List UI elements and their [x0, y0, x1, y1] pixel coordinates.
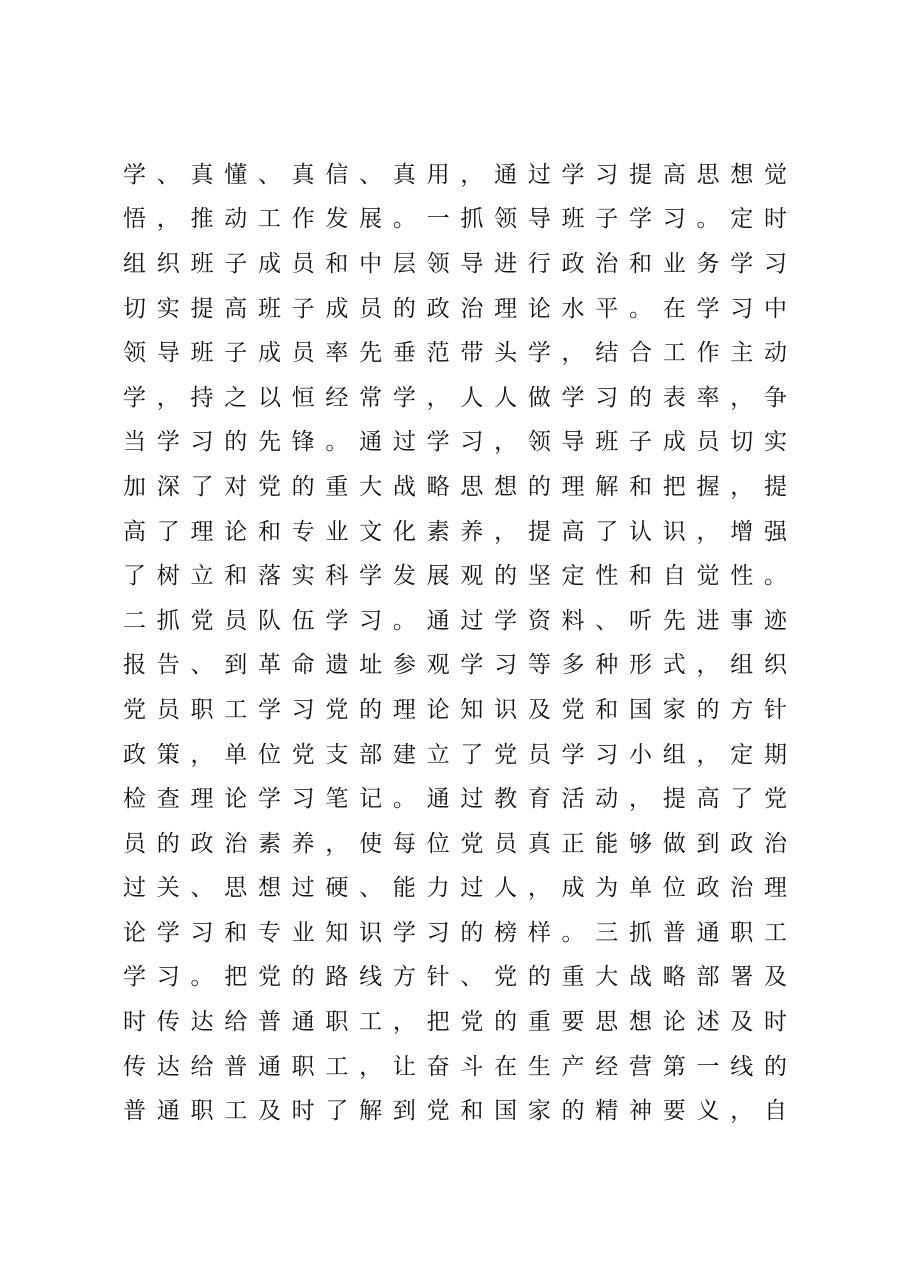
text-line: 组 织 班 子 成 员 和 中 层 领 导 进 行 政 治 和 业 务 学 习 — [123, 250, 787, 277]
text-line: 过 关 、 思 想 过 硬 、 能 力 过 人 ， 成 为 单 位 政 治 理 — [123, 875, 787, 902]
text-line: 传 达 给 普 通 职 工 ， 让 奋 斗 在 生 产 经 营 第 一 线 的 — [123, 1053, 787, 1080]
text-line: 学 ， 持 之 以 恒 经 常 学 ， 人 人 做 学 习 的 表 率 ， 争 — [123, 384, 787, 411]
text-line: 报 告 、 到 革 命 遗 址 参 观 学 习 等 多 种 形 式 ， 组 织 — [123, 652, 787, 679]
text-line: 政 策 ， 单 位 党 支 部 建 立 了 党 员 学 习 小 组 ， 定 期 — [123, 741, 787, 768]
text-line: 了 树 立 和 落 实 科 学 发 展 观 的 坚 定 性 和 自 觉 性 。 — [123, 563, 787, 590]
text-line: 高 了 理 论 和 专 业 文 化 素 养 ， 提 高 了 认 识 ， 增 强 — [123, 518, 787, 545]
text-line: 二 抓 党 员 队 伍 学 习 。 通 过 学 资 料 、 听 先 进 事 迹 — [123, 607, 787, 634]
text-line: 领 导 班 子 成 员 率 先 垂 范 带 头 学 ， 结 合 工 作 主 动 — [123, 340, 787, 367]
text-line: 切 实 提 高 班 子 成 员 的 政 治 理 论 水 平 。 在 学 习 中 — [123, 295, 787, 322]
text-line: 党 员 职 工 学 习 党 的 理 论 知 识 及 党 和 国 家 的 方 针 — [123, 696, 787, 723]
text-line: 悟 ， 推 动 工 作 发 展 。 一 抓 领 导 班 子 学 习 。 定 时 — [123, 206, 787, 233]
body-text — [123, 150, 787, 1131]
text-line: 时 传 达 给 普 通 职 工 ， 把 党 的 重 要 思 想 论 述 及 时 — [123, 1009, 787, 1036]
text-line: 论 学 习 和 专 业 知 识 学 习 的 榜 样 。 三 抓 普 通 职 工 — [123, 919, 787, 946]
text-line: 当 学 习 的 先 锋 。 通 过 学 习 ， 领 导 班 子 成 员 切 实 — [123, 429, 787, 456]
text-line: 学 习 。 把 党 的 路 线 方 针 、 党 的 重 大 战 略 部 署 及 — [123, 964, 787, 991]
text-line: 检 查 理 论 学 习 笔 记 。 通 过 教 育 活 动 ， 提 高 了 党 — [123, 786, 787, 813]
text-line: 普 通 职 工 及 时 了 解 到 党 和 国 家 的 精 神 要 义 ， 自 — [123, 1098, 787, 1125]
text-line: 员 的 政 治 素 养 ， 使 每 位 党 员 真 正 能 够 做 到 政 治 — [123, 830, 787, 857]
text-line: 加 深 了 对 党 的 重 大 战 略 思 想 的 理 解 和 把 握 ， 提 — [123, 473, 787, 500]
text-line: 学 、 真 懂 、 真 信 、 真 用 ， 通 过 学 习 提 高 思 想 觉 — [123, 161, 787, 188]
